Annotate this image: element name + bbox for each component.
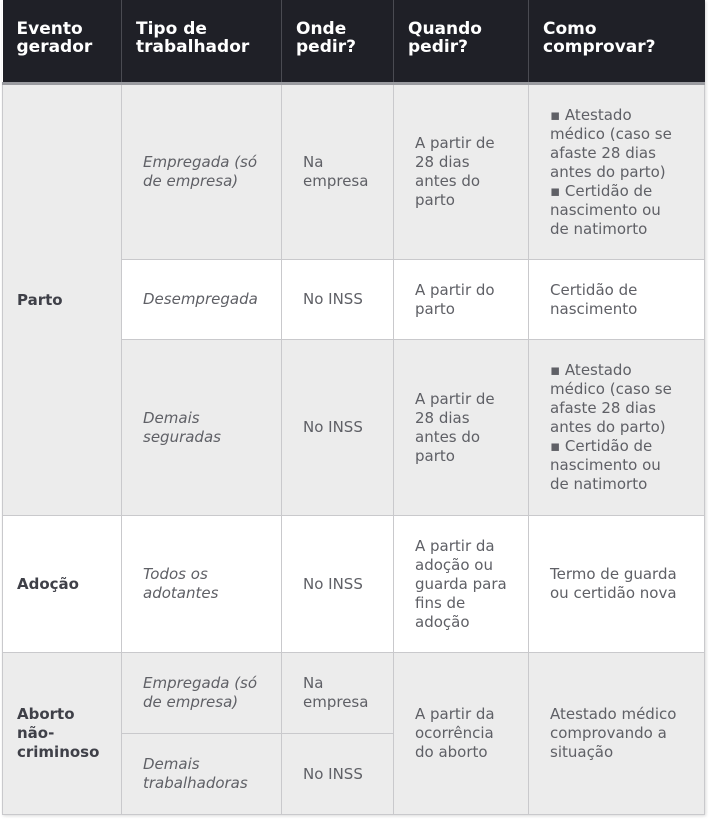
when-cell: A partir do parto <box>394 260 529 340</box>
proof-cell: Atestado médico comprovando a situação <box>529 653 705 815</box>
table-row <box>3 84 705 260</box>
header-text: Como <box>543 19 597 39</box>
header-text: pedir? <box>408 37 468 57</box>
header-tipo-trabalhador <box>122 0 282 84</box>
proof-cell <box>529 84 705 260</box>
where-cell: No INSS <box>282 260 394 340</box>
event-cell-parto: Parto <box>3 84 122 516</box>
where-cell: No INSS <box>282 516 394 653</box>
when-cell: A partir de 28 dias antes do parto <box>394 84 529 260</box>
when-cell: A partir da adoção ou guarda para fins de adoção <box>394 516 529 653</box>
worker-cell: Demais seguradas <box>122 340 282 516</box>
header-text: Quando <box>408 19 482 39</box>
worker-cell: Empregada (só de empresa) <box>122 653 282 734</box>
header-row <box>3 0 705 84</box>
event-cell-aborto: Aborto não-criminoso <box>3 653 122 815</box>
table-row <box>3 516 705 653</box>
where-cell: Na empresa <box>282 84 394 260</box>
worker-cell: Empregada (só de empresa) <box>122 84 282 260</box>
header-text: Evento <box>16 19 83 39</box>
header-text: gerador <box>16 37 93 57</box>
worker-cell: Desempregada <box>122 260 282 340</box>
header-text: trabalhador <box>136 37 250 57</box>
proof-item: ▪ Atestado médico (caso se afaste 28 dias antes do parto) <box>550 361 672 436</box>
header-text: Onde <box>296 19 347 39</box>
proof-cell: Termo de guarda ou certidão nova <box>529 516 705 653</box>
worker-cell: Todos os adotantes <box>122 516 282 653</box>
table-row <box>3 653 705 734</box>
proof-cell <box>529 340 705 516</box>
table-header <box>3 0 705 84</box>
event-cell-adocao: Adoção <box>3 516 122 653</box>
header-como-comprovar <box>529 0 705 84</box>
when-cell: A partir de 28 dias antes do parto <box>394 340 529 516</box>
worker-cell: Demais trabalhadoras <box>122 734 282 815</box>
benefits-table-container <box>2 0 707 815</box>
header-onde-pedir <box>282 0 394 84</box>
where-cell: No INSS <box>282 734 394 815</box>
header-text: pedir? <box>296 37 356 57</box>
header-text: Tipo de <box>136 19 207 39</box>
where-cell: Na empresa <box>282 653 394 734</box>
header-evento-gerador <box>3 0 122 84</box>
proof-item: ▪ Certidão de nascimento ou de natimorto <box>550 437 661 493</box>
when-cell: A partir da ocorrência do aborto <box>394 653 529 815</box>
where-cell: No INSS <box>282 340 394 516</box>
header-quando-pedir <box>394 0 529 84</box>
proof-item: ▪ Certidão de nascimento ou de natimorto <box>550 181 661 238</box>
proof-item: ▪ Atestado médico (caso se afaste 28 dias antes do parto) <box>550 105 672 181</box>
proof-cell: Certidão de nascimento <box>529 260 705 340</box>
header-text: comprovar? <box>543 37 656 57</box>
maternity-benefit-table <box>2 0 705 815</box>
